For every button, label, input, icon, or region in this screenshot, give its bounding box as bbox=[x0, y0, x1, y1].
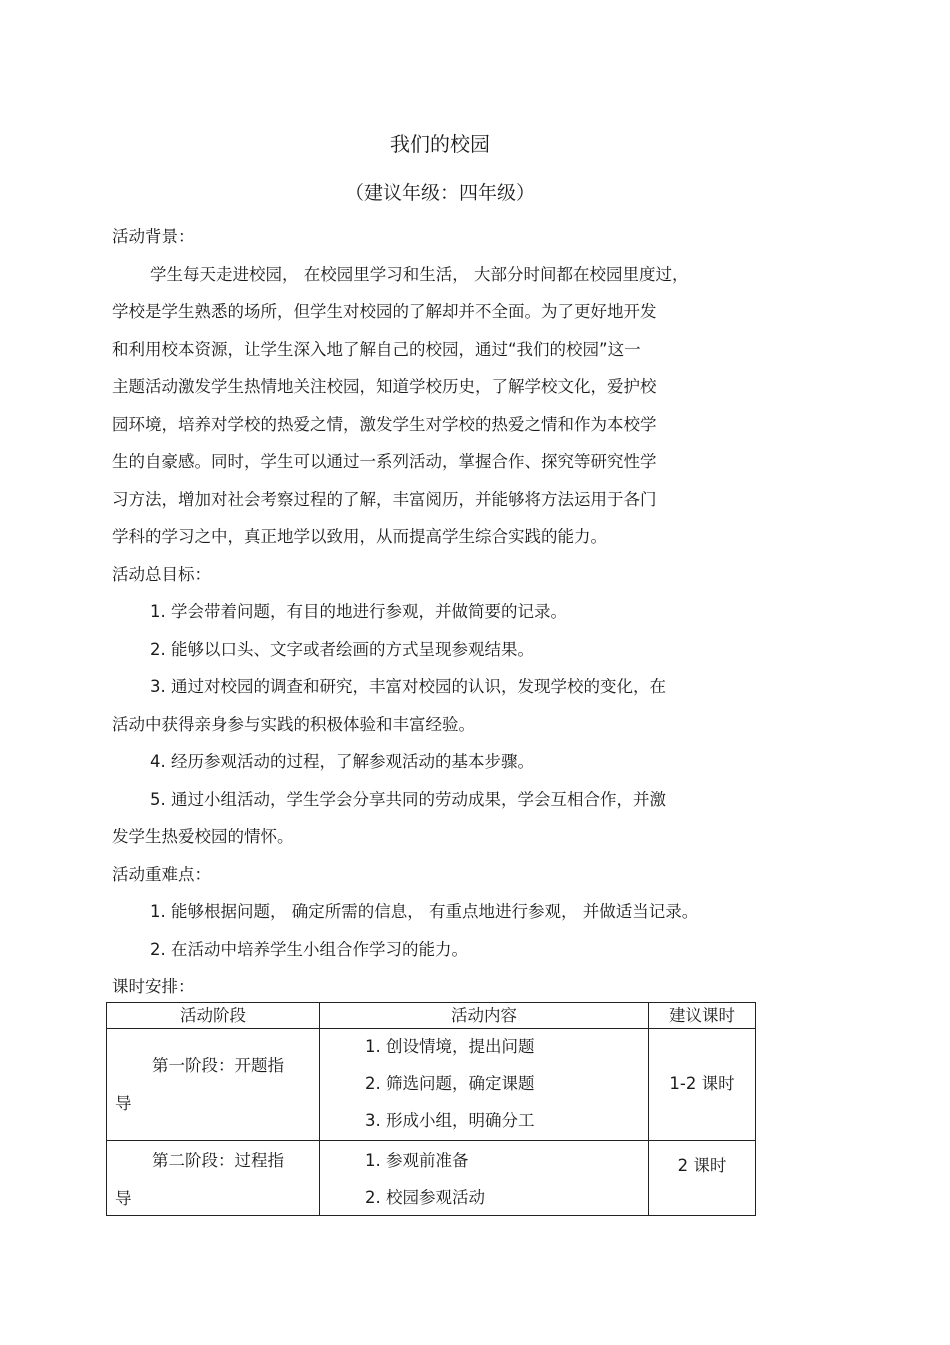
column-header-stage: 活动阶段 bbox=[107, 1003, 320, 1029]
goal-item: 3. 通过对校园的调查和研究，丰富对校园的认识，发现学校的变化，在 bbox=[150, 677, 666, 696]
schedule-table bbox=[106, 1002, 756, 1216]
key-point-item: 2. 在活动中培养学生小组合作学习的能力。 bbox=[150, 939, 468, 959]
content-item: 1. 参观前准备 bbox=[365, 1151, 469, 1170]
section-heading-schedule: 课时安排： bbox=[112, 977, 195, 996]
section-heading-background: 活动背景： bbox=[112, 227, 195, 246]
content-item: 3. 形成小组，明确分工 bbox=[365, 1111, 535, 1130]
table-header-row bbox=[107, 1003, 756, 1029]
document-subtitle: （建议年级：四年级） bbox=[344, 182, 535, 204]
paragraph-line: 习方法，增加对社会考察过程的了解，丰富阅历，并能够将方法运用于各门 bbox=[112, 489, 657, 509]
hours-cell bbox=[649, 1141, 756, 1216]
section-heading-goals: 活动总目标： bbox=[112, 564, 211, 584]
goal-item: 4. 经历参观活动的过程，了解参观活动的基本步骤。 bbox=[150, 752, 534, 771]
paragraph-line: 园环境，培养对学校的热爱之情，激发学生对学校的热爱之情和作为本校学 bbox=[112, 414, 657, 434]
table-row bbox=[107, 1029, 756, 1141]
content-cell bbox=[320, 1141, 649, 1216]
stage-cell bbox=[107, 1029, 320, 1141]
goal-item: 1. 学会带着问题，有目的地进行参观，并做简要的记录。 bbox=[150, 602, 567, 621]
hours-text: 1-2 课时 bbox=[669, 1074, 735, 1093]
content-item: 2. 校园参观活动 bbox=[365, 1188, 485, 1207]
paragraph-line: 主题活动激发学生热情地关注校园，知道学校历史，了解学校文化，爱护校 bbox=[112, 377, 657, 396]
content-item: 1. 创设情境，提出问题 bbox=[365, 1037, 535, 1056]
paragraph-line: 学科的学习之中，真正地学以致用，从而提高学生综合实践的能力。 bbox=[112, 527, 607, 546]
hours-text: 2 课时 bbox=[677, 1156, 727, 1175]
table-row bbox=[107, 1141, 756, 1216]
goal-item-continuation: 发学生热爱校园的情怀。 bbox=[112, 827, 294, 846]
hours-cell bbox=[649, 1029, 756, 1141]
stage-text: 第一阶段：开题指 bbox=[152, 1056, 284, 1075]
stage-text: 导 bbox=[115, 1189, 132, 1208]
section-heading-key-points: 活动重难点： bbox=[112, 864, 211, 884]
key-point-item: 1. 能够根据问题， 确定所需的信息， 有重点地进行参观， 并做适当记录。 bbox=[150, 902, 699, 921]
stage-text: 第二阶段：过程指 bbox=[152, 1151, 284, 1170]
paragraph-line: 学生每天走进校园， 在校园里学习和生活， 大部分时间都在校园里度过， bbox=[150, 264, 689, 284]
content-item: 2. 筛选问题，确定课题 bbox=[365, 1074, 535, 1093]
stage-text: 导 bbox=[115, 1094, 132, 1113]
content-cell bbox=[320, 1029, 649, 1141]
stage-cell bbox=[107, 1141, 320, 1216]
paragraph-line: 学校是学生熟悉的场所，但学生对校园的了解却并不全面。为了更好地开发 bbox=[112, 302, 657, 321]
column-header-hours: 建议课时 bbox=[649, 1003, 756, 1029]
document-title: 我们的校园 bbox=[390, 132, 490, 156]
goal-item: 5. 通过小组活动，学生学会分享共同的劳动成果，学会互相合作，并激 bbox=[150, 789, 666, 809]
paragraph-line: 和利用校本资源，让学生深入地了解自己的校园，通过“我们的校园”这一 bbox=[112, 339, 641, 359]
goal-item-continuation: 活动中获得亲身参与实践的积极体验和丰富经验。 bbox=[112, 714, 475, 734]
goal-item: 2. 能够以口头、文字或者绘画的方式呈现参观结果。 bbox=[150, 639, 534, 659]
paragraph-line: 生的自豪感。同时，学生可以通过一系列活动，掌握合作、探究等研究性学 bbox=[112, 452, 657, 471]
document-body bbox=[112, 226, 752, 1014]
column-header-content: 活动内容 bbox=[320, 1003, 649, 1029]
